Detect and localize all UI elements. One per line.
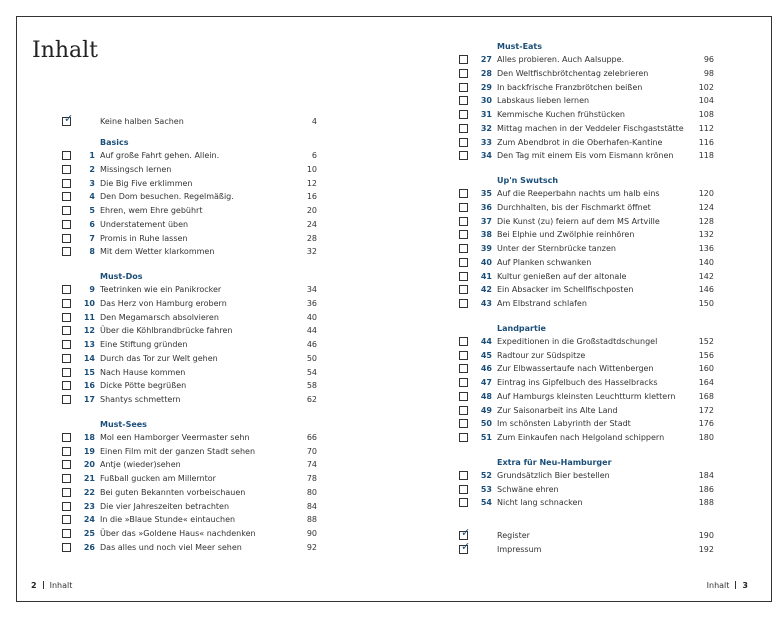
entry-title: Promis in Ruhe lassen xyxy=(100,233,188,243)
entry-page-number: 46 xyxy=(306,340,317,349)
checkbox-checked[interactable] xyxy=(459,526,471,540)
entry-page-number: 78 xyxy=(306,474,317,483)
entry-page-number: 172 xyxy=(698,405,714,415)
toc-entry[interactable] xyxy=(62,513,317,527)
checkbox[interactable] xyxy=(62,502,71,511)
toc-entry[interactable] xyxy=(62,190,317,204)
toc-entry[interactable] xyxy=(62,458,317,472)
entry-page-number: 156 xyxy=(698,350,714,360)
entry-title: Alles probieren. Auch Aalsuppe. xyxy=(497,55,625,64)
toc-entry[interactable] xyxy=(62,283,317,297)
toc-entry[interactable] xyxy=(459,136,714,150)
entry-number: 28 xyxy=(480,68,492,78)
footer-left-page: 2 xyxy=(31,581,37,590)
toc-entry[interactable] xyxy=(459,242,714,256)
entry-number: 48 xyxy=(480,391,492,401)
entry-number: 42 xyxy=(480,285,492,295)
checkbox[interactable] xyxy=(459,272,468,281)
entry-page-number: 164 xyxy=(698,378,714,387)
toc-entry[interactable] xyxy=(62,366,317,380)
footer-left-label: Inhalt xyxy=(49,581,73,590)
entry-title: Zum Einkaufen nach Helgoland schippern xyxy=(497,433,665,442)
checkbox[interactable] xyxy=(62,515,71,524)
entry-title: Die Kunst (zu) feiern auf dem MS Artville xyxy=(497,216,660,226)
entry-title: Den Dom besuchen. Regelmäßig. xyxy=(100,192,234,202)
toc-entry[interactable] xyxy=(459,228,714,242)
entry-page-number: 66 xyxy=(306,432,317,442)
entry-number: 50 xyxy=(480,419,492,429)
entry-title: Bei guten Bekannten vorbeischauen xyxy=(100,487,246,497)
entry-title: Am Elbstrand schlafen xyxy=(497,299,587,308)
entry-title: Die vier Jahreszeiten betrachten xyxy=(100,501,230,511)
page-title: Inhalt xyxy=(32,38,99,63)
toc-entry[interactable] xyxy=(459,256,714,270)
entry-title: Das alles und noch viel Meer sehen xyxy=(100,542,242,552)
checkbox[interactable] xyxy=(459,124,468,133)
entry-page-number: 44 xyxy=(306,326,317,336)
toc-entry[interactable] xyxy=(459,81,714,95)
entry-number: 37 xyxy=(480,216,492,226)
entry-title: Ehren, wem Ehre gebührt xyxy=(100,206,203,215)
entry-number: 9 xyxy=(89,285,95,294)
checkbox[interactable] xyxy=(459,485,468,494)
checkbox[interactable] xyxy=(62,395,71,404)
checkbox[interactable] xyxy=(62,488,71,497)
toc-entry[interactable] xyxy=(62,527,317,541)
checkmark-icon: ✓ xyxy=(461,539,471,553)
entry-number: 45 xyxy=(480,350,492,360)
entry-page-number: 112 xyxy=(698,123,714,133)
checkbox[interactable] xyxy=(459,110,468,119)
entry-page-number: 16 xyxy=(306,192,317,202)
entry-title: Impressum xyxy=(497,544,542,554)
checkbox[interactable] xyxy=(459,351,468,360)
entry-title: Den Tag mit einem Eis vom Eismann krönen xyxy=(497,151,674,161)
entry-page-number: 124 xyxy=(698,202,714,212)
entry-title: Grundsätzlich Bier bestellen xyxy=(497,470,610,480)
entry-page-number: 184 xyxy=(698,470,714,480)
entry-page-number: 142 xyxy=(698,271,714,281)
entry-number: 5 xyxy=(89,206,95,215)
entry-title: Keine halben Sachen xyxy=(100,117,184,126)
entry-title: Kemmische Kuchen frühstücken xyxy=(497,110,625,119)
entry-page-number: 58 xyxy=(306,381,317,391)
toc-entry[interactable] xyxy=(62,112,317,129)
entry-page-number: 140 xyxy=(698,257,714,267)
entry-number: 31 xyxy=(480,110,492,119)
entry-page-number: 74 xyxy=(306,460,317,470)
entry-page-number: 32 xyxy=(306,247,317,257)
entry-page-number: 192 xyxy=(698,544,714,554)
entry-title: Mittag machen in der Veddeler Fischgaststätte xyxy=(497,123,684,133)
entry-number: 40 xyxy=(480,257,492,267)
entry-page-number: 128 xyxy=(698,216,714,226)
entry-page-number: 90 xyxy=(306,529,317,538)
entry-page-number: 36 xyxy=(306,298,317,308)
section-heading: Must-Eats xyxy=(497,42,543,51)
entry-page-number: 136 xyxy=(698,244,714,253)
toc-entry[interactable] xyxy=(62,352,317,366)
toc-entry[interactable] xyxy=(459,431,714,445)
entry-number: 51 xyxy=(480,433,492,442)
entry-page-number: 28 xyxy=(306,233,317,243)
section-heading: Up'n Swutsch xyxy=(497,176,559,185)
checkbox[interactable] xyxy=(62,354,71,363)
toc-entry[interactable] xyxy=(459,283,714,297)
toc-entry[interactable] xyxy=(459,376,714,390)
entry-page-number: 6 xyxy=(311,151,317,160)
entry-number: 33 xyxy=(480,137,492,147)
checkbox[interactable] xyxy=(62,285,71,294)
entry-number: 18 xyxy=(83,432,95,442)
footer-right-page: 3 xyxy=(742,581,748,590)
entry-page-number: 34 xyxy=(306,285,317,294)
entry-page-number: 24 xyxy=(306,219,317,229)
checkbox[interactable] xyxy=(459,203,468,212)
entry-title: Durch das Tor zur Welt gehen xyxy=(100,353,218,363)
entry-title: Teetrinken wie ein Panikrocker xyxy=(100,285,222,294)
toc-entry[interactable] xyxy=(62,149,317,163)
toc-entry[interactable] xyxy=(459,417,714,431)
entry-number: 52 xyxy=(480,470,492,480)
toc-entry[interactable] xyxy=(62,445,317,459)
checkbox[interactable] xyxy=(459,96,468,105)
entry-title: Radtour zur Südspitze xyxy=(497,350,586,360)
entry-page-number: 20 xyxy=(306,206,317,215)
entry-title: Dicke Pötte begrüßen xyxy=(100,381,187,391)
entry-title: Die Big Five erklimmen xyxy=(100,178,193,188)
section-heading: Must-Sees xyxy=(100,419,147,429)
toc-entry[interactable] xyxy=(62,232,317,246)
entry-title: Fußball gucken am Millerntor xyxy=(100,474,216,483)
entry-number: 20 xyxy=(83,460,95,470)
entry-title: Kultur genießen auf der altonale xyxy=(497,271,627,281)
entry-title: Ein Absacker im Schellfischposten xyxy=(497,285,634,295)
entry-page-number: 40 xyxy=(306,312,317,322)
entry-page-number: 132 xyxy=(698,230,714,240)
checkbox[interactable] xyxy=(62,368,71,377)
entry-page-number: 70 xyxy=(306,446,317,456)
entry-title: Im schönsten Labyrinth der Stadt xyxy=(497,419,631,429)
entry-title: Mit dem Wetter klarkommen xyxy=(100,247,215,257)
section-heading: Must-Dos xyxy=(100,272,143,281)
toc-entry[interactable] xyxy=(459,335,714,349)
footer-left xyxy=(31,581,72,590)
entry-number: 6 xyxy=(89,219,95,229)
checkbox[interactable] xyxy=(459,419,468,428)
section-heading: Landpartie xyxy=(497,323,546,333)
entry-page-number: 98 xyxy=(703,68,714,78)
checkbox[interactable] xyxy=(62,447,71,456)
checkbox[interactable] xyxy=(62,220,71,229)
entry-title: Über die Köhlbrandbrücke fahren xyxy=(100,326,233,336)
checkbox[interactable] xyxy=(62,340,71,349)
checkbox[interactable] xyxy=(459,217,468,226)
entry-number: 38 xyxy=(480,230,492,240)
checkbox[interactable] xyxy=(459,244,468,253)
entry-number: 54 xyxy=(480,498,492,508)
checkbox[interactable] xyxy=(62,326,71,335)
checkbox[interactable] xyxy=(459,337,468,346)
toc-entry[interactable] xyxy=(62,218,317,232)
toc-entry[interactable] xyxy=(62,204,317,218)
entry-title: Nach Hause kommen xyxy=(100,367,186,377)
entry-page-number: 12 xyxy=(306,178,317,188)
entry-number: 35 xyxy=(480,189,492,198)
entry-title: In backfrische Franzbrötchen beißen xyxy=(497,82,643,92)
checkbox[interactable] xyxy=(459,189,468,198)
checkbox[interactable] xyxy=(459,151,468,160)
entry-title: Eine Stiftung gründen xyxy=(100,340,188,349)
entry-number: 27 xyxy=(480,55,492,64)
checkbox[interactable] xyxy=(62,313,71,322)
entry-number: 19 xyxy=(83,446,95,456)
entry-title: Auf Planken schwanken xyxy=(497,257,592,267)
checkbox[interactable] xyxy=(62,543,71,552)
entry-number: 14 xyxy=(83,353,95,363)
entry-page-number: 108 xyxy=(698,110,714,119)
checkbox[interactable] xyxy=(459,378,468,387)
checkbox[interactable] xyxy=(62,433,71,442)
entry-page-number: 84 xyxy=(306,501,317,511)
entry-title: Mol een Hamborger Veermaster sehn xyxy=(100,432,250,442)
checkbox[interactable] xyxy=(459,433,468,442)
checkbox[interactable] xyxy=(62,247,71,256)
toc-entry[interactable] xyxy=(459,67,714,81)
toc-entry[interactable] xyxy=(459,469,714,483)
entry-title: Zum Abendbrot in die Oberhafen-Kantine xyxy=(497,137,663,147)
entry-page-number: 80 xyxy=(306,487,317,497)
checkbox[interactable] xyxy=(459,406,468,415)
entry-title: Antje (wieder)sehen xyxy=(100,460,181,470)
entry-title: Understatement üben xyxy=(100,219,189,229)
entry-title: Zur Saisonarbeit ins Alte Land xyxy=(497,405,618,415)
toc-entry[interactable] xyxy=(459,483,714,497)
section-heading: Basics xyxy=(100,138,129,147)
toc-entry[interactable] xyxy=(459,215,714,229)
checkbox[interactable] xyxy=(62,299,71,308)
toc-entry[interactable] xyxy=(459,270,714,284)
checkbox[interactable] xyxy=(62,192,71,201)
entry-page-number: 54 xyxy=(306,367,317,377)
entry-page-number: 92 xyxy=(306,542,317,552)
entry-number: 13 xyxy=(83,340,95,349)
entry-number: 21 xyxy=(83,474,95,483)
entry-number: 46 xyxy=(480,364,492,374)
entry-page-number: 10 xyxy=(306,164,317,174)
entry-title: Über das »Goldene Haus« nachdenken xyxy=(100,529,256,538)
toc-entry[interactable] xyxy=(62,431,317,445)
entry-number: 7 xyxy=(89,233,95,243)
checkbox[interactable] xyxy=(459,69,468,78)
entry-number: 15 xyxy=(83,367,95,377)
entry-title: Labskaus lieben lernen xyxy=(497,96,590,106)
entry-page-number: 96 xyxy=(703,55,714,64)
entry-page-number: 4 xyxy=(311,117,317,126)
entry-number: 2 xyxy=(89,164,95,174)
checkbox[interactable] xyxy=(459,471,468,480)
toc-entry[interactable] xyxy=(62,245,317,259)
entry-title: Den Weltfischbrötchentag zelebrieren xyxy=(497,68,649,78)
entry-page-number: 116 xyxy=(698,137,714,147)
entry-number: 12 xyxy=(83,326,95,336)
toc-entry[interactable] xyxy=(459,539,714,557)
checkbox[interactable] xyxy=(62,165,71,174)
entry-number: 17 xyxy=(83,395,95,404)
entry-page-number: 62 xyxy=(306,395,317,404)
entry-page-number: 88 xyxy=(306,515,317,525)
toc-entry[interactable] xyxy=(459,404,714,418)
entry-number: 25 xyxy=(83,529,95,538)
entry-title: Auf Hamburgs kleinsten Leuchtturm klettern xyxy=(497,391,676,401)
checkbox[interactable] xyxy=(459,498,468,507)
entry-title: Nicht lang schnacken xyxy=(497,498,583,508)
toc-entry[interactable] xyxy=(459,349,714,363)
footer-right xyxy=(707,581,748,590)
entry-title: Register xyxy=(497,531,530,540)
entry-page-number: 150 xyxy=(698,299,714,308)
entry-title: Einen Film mit der ganzen Stadt sehen xyxy=(100,446,256,456)
checkbox[interactable] xyxy=(459,258,468,267)
toc-entry[interactable] xyxy=(459,53,714,67)
footer-right-label: Inhalt xyxy=(706,581,730,590)
entry-title: Zur Elbwassertaufe nach Wittenbergen xyxy=(497,364,654,374)
entry-number: 32 xyxy=(480,123,492,133)
entry-page-number: 104 xyxy=(698,96,714,106)
entry-page-number: 176 xyxy=(698,419,714,429)
toc-entry[interactable] xyxy=(459,526,714,543)
entry-page-number: 146 xyxy=(698,285,714,295)
entry-number: 24 xyxy=(83,515,95,525)
entry-page-number: 186 xyxy=(698,484,714,494)
entry-title: Unter der Sternbrücke tanzen xyxy=(497,244,616,253)
toc-entry[interactable] xyxy=(459,496,714,510)
entry-number: 47 xyxy=(480,378,492,387)
checkbox[interactable] xyxy=(62,206,71,215)
toc-entry[interactable] xyxy=(62,338,317,352)
toc-entry[interactable] xyxy=(459,108,714,122)
entry-title: Auf große Fahrt gehen. Allein. xyxy=(100,151,220,160)
checkbox-checked[interactable] xyxy=(459,539,471,554)
entry-number: 39 xyxy=(480,244,492,253)
entry-title: Shantys schmettern xyxy=(100,395,181,404)
entry-title: Expeditionen in die Großstadtdschungel xyxy=(497,336,658,346)
entry-page-number: 120 xyxy=(698,189,714,198)
checkbox[interactable] xyxy=(62,460,71,469)
entry-number: 22 xyxy=(83,487,95,497)
checkmark-icon: ✓ xyxy=(64,112,74,125)
toc-entry[interactable] xyxy=(459,94,714,108)
entry-number: 1 xyxy=(89,151,95,160)
toc-entry[interactable] xyxy=(62,472,317,486)
entry-number: 26 xyxy=(83,542,95,552)
checkbox[interactable] xyxy=(459,285,468,294)
entry-number: 49 xyxy=(480,405,492,415)
entry-page-number: 152 xyxy=(698,336,714,346)
toc-entry[interactable] xyxy=(459,362,714,376)
entry-page-number: 190 xyxy=(698,531,714,540)
entry-page-number: 50 xyxy=(306,353,317,363)
toc-entry[interactable] xyxy=(62,541,317,555)
entry-number: 44 xyxy=(480,336,492,346)
checkbox[interactable] xyxy=(62,381,71,390)
checkbox[interactable] xyxy=(459,55,468,64)
checkbox[interactable] xyxy=(459,83,468,92)
entry-number: 43 xyxy=(480,299,492,308)
entry-title: Das Herz von Hamburg erobern xyxy=(100,298,227,308)
entry-title: Bei Elphie und Zwölphie reinhören xyxy=(497,230,635,240)
checkbox[interactable] xyxy=(459,299,468,308)
entry-number: 23 xyxy=(83,501,95,511)
checkbox[interactable] xyxy=(62,151,71,160)
checkbox[interactable] xyxy=(62,179,71,188)
entry-number: 41 xyxy=(480,271,492,281)
toc-entry[interactable] xyxy=(62,324,317,338)
entry-page-number: 180 xyxy=(698,433,714,442)
checkbox[interactable] xyxy=(459,230,468,239)
toc-entry[interactable] xyxy=(62,297,317,311)
section-heading: Extra für Neu-Hamburger xyxy=(497,457,612,467)
entry-page-number: 118 xyxy=(698,151,714,161)
entry-title: Den Megamarsch absolvieren xyxy=(100,312,219,322)
toc-entry[interactable] xyxy=(62,177,317,191)
toc-entry[interactable] xyxy=(459,201,714,215)
entry-number: 3 xyxy=(89,178,95,188)
entry-number: 30 xyxy=(480,96,492,106)
entry-number: 29 xyxy=(480,82,492,92)
entry-number: 16 xyxy=(83,381,95,391)
toc-entry[interactable] xyxy=(459,122,714,136)
entry-number: 34 xyxy=(480,151,492,161)
entry-number: 10 xyxy=(83,298,95,308)
toc-entry[interactable] xyxy=(62,393,317,407)
entry-page-number: 188 xyxy=(698,498,714,508)
entry-title: Auf die Reeperbahn nachts um halb eins xyxy=(497,189,660,198)
entry-title: Missingsch lernen xyxy=(100,164,172,174)
checkmark-icon: ✓ xyxy=(461,526,471,539)
entry-number: 36 xyxy=(480,202,492,212)
entry-page-number: 102 xyxy=(698,82,714,92)
toc-entry[interactable] xyxy=(459,187,714,201)
entry-title: Durchhalten, bis der Fischmarkt öffnet xyxy=(497,202,651,212)
checkbox[interactable] xyxy=(459,392,468,401)
toc-entry[interactable] xyxy=(459,149,714,163)
toc-entry[interactable] xyxy=(62,311,317,325)
entry-title: In die »Blaue Stunde« eintauchen xyxy=(100,515,236,525)
checkbox[interactable] xyxy=(62,234,71,243)
toc-entry[interactable] xyxy=(459,390,714,404)
entry-title: Schwäne ehren xyxy=(497,484,559,494)
entry-number: 11 xyxy=(83,312,95,322)
entry-page-number: 160 xyxy=(698,364,714,374)
checkbox-checked[interactable] xyxy=(62,112,74,126)
toc-entry[interactable] xyxy=(459,297,714,311)
entry-number: 4 xyxy=(89,192,95,202)
checkbox[interactable] xyxy=(459,364,468,373)
entry-number: 8 xyxy=(89,247,95,257)
entry-title: Eintrag ins Gipfelbuch des Hasselbracks xyxy=(497,378,658,387)
toc-entry[interactable] xyxy=(62,163,317,177)
checkbox[interactable] xyxy=(459,138,468,147)
entry-number: 53 xyxy=(480,484,492,494)
checkbox[interactable] xyxy=(62,474,71,483)
checkbox[interactable] xyxy=(62,529,71,538)
toc-entry[interactable] xyxy=(62,486,317,500)
toc-entry[interactable] xyxy=(62,500,317,514)
entry-page-number: 168 xyxy=(698,391,714,401)
toc-entry[interactable] xyxy=(62,379,317,393)
